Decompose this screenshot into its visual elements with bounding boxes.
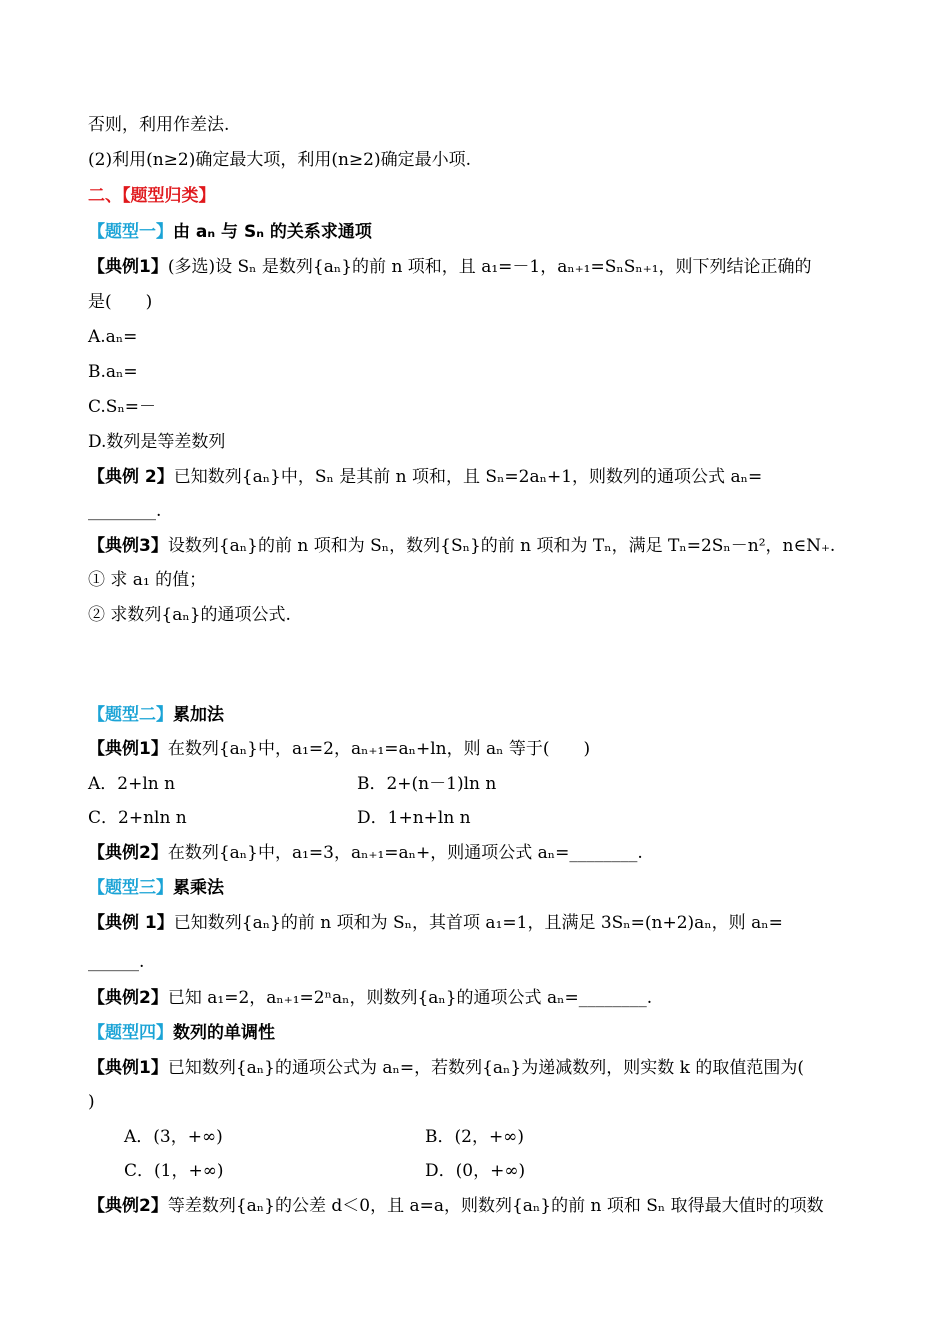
- type-label: 【题型一】: [88, 222, 173, 242]
- example-line: [88, 256, 812, 278]
- sub-question: ② 求数列{aₙ}的通项公式.: [88, 605, 291, 625]
- section-title: 【题型归类】: [122, 186, 216, 206]
- example-label: 【典例2】: [88, 1196, 168, 1216]
- type-title: 累加法: [173, 705, 224, 725]
- option: B．(2，+∞): [425, 1127, 524, 1147]
- example-label: 【典例1】: [88, 1058, 168, 1078]
- question-type-heading: [88, 704, 224, 726]
- question-type-heading: [88, 1022, 275, 1044]
- option: B.aₙ=: [88, 362, 138, 382]
- type-title: 数列的单调性: [173, 1023, 275, 1043]
- option: A．2+ln n: [88, 774, 176, 794]
- example-text: 已知数列{aₙ}的通项公式为 aₙ=，若数列{aₙ}为递减数列，则实数 k 的取值范围为(: [167, 1058, 804, 1078]
- example-line: [88, 842, 643, 864]
- example-text: 等差数列{aₙ}的公差 d＜0，且 a=a，则数列{aₙ}的前 n 项和 Sₙ 取得最大值时的项数: [167, 1196, 824, 1216]
- example-line: [88, 466, 762, 488]
- option: A．(3，+∞): [124, 1127, 223, 1147]
- example-line: [88, 1195, 824, 1217]
- example-text: 在数列{aₙ}中，a₁=2，aₙ₊₁=aₙ+ln，则 aₙ 等于( ): [167, 739, 591, 759]
- sub-question: ① 求 a₁ 的值；: [88, 570, 207, 590]
- answer-blank: ________.: [88, 501, 162, 521]
- option: C.Sₙ=－: [88, 397, 157, 417]
- option: C．(1，+∞): [124, 1161, 224, 1181]
- example-label: 【典例 2】: [88, 467, 174, 487]
- answer-blank: ______.: [88, 952, 145, 972]
- example-text: 在数列{aₙ}中，a₁=3，aₙ₊₁=aₙ+，则通项公式 aₙ=________.: [167, 843, 643, 863]
- example-line: [88, 535, 835, 557]
- question-type-heading: [88, 221, 372, 243]
- example-text: 已知数列{aₙ}的前 n 项和为 Sₙ，其首项 a₁=1，且满足 3Sₙ=(n+2)aₙ，则 aₙ=: [173, 913, 783, 933]
- example-line: [88, 738, 590, 760]
- option: D.数列是等差数列: [88, 432, 226, 452]
- option: B．2+(n－1)ln n: [357, 774, 497, 794]
- text-line: ): [88, 1092, 95, 1112]
- section-heading: [88, 185, 216, 207]
- example-line: [88, 1057, 804, 1079]
- example-label: 【典例2】: [88, 843, 168, 863]
- example-label: 【典例3】: [88, 536, 168, 556]
- option: D．(0，+∞): [425, 1161, 526, 1181]
- text-line: 否则，利用作差法.: [88, 115, 230, 135]
- example-line: [88, 912, 783, 934]
- option: C．2+nln n: [88, 808, 187, 828]
- question-type-heading: [88, 877, 224, 899]
- example-label: 【典例2】: [88, 988, 168, 1008]
- type-title: 由 aₙ 与 Sₙ 的关系求通项: [173, 222, 372, 242]
- text-line: 是( ): [88, 292, 153, 312]
- example-text: (多选)设 Sₙ 是数列{aₙ}的前 n 项和，且 a₁=－1，aₙ₊₁=SₙSₙ₊₁，则下列结论正确的: [167, 257, 812, 277]
- type-label: 【题型二】: [88, 705, 173, 725]
- section-number: 二、: [88, 186, 122, 206]
- example-text: 已知数列{aₙ}中，Sₙ 是其前 n 项和，且 Sₙ=2aₙ+1，则数列的通项公式 aₙ=: [173, 467, 763, 487]
- example-label: 【典例 1】: [88, 913, 174, 933]
- option: D．1+n+ln n: [357, 808, 471, 828]
- example-text: 设数列{aₙ}的前 n 项和为 Sₙ，数列{Sₙ}的前 n 项和为 Tₙ，满足 Tₙ=2Sₙ－n²，n∈N₊.: [167, 536, 836, 556]
- example-label: 【典例1】: [88, 739, 168, 759]
- example-label: 【典例1】: [88, 257, 168, 277]
- option: A.aₙ=: [88, 327, 138, 347]
- type-title: 累乘法: [173, 878, 224, 898]
- type-label: 【题型四】: [88, 1023, 173, 1043]
- type-label: 【题型三】: [88, 878, 173, 898]
- example-line: [88, 987, 652, 1009]
- text-line: (2)利用(n≥2)确定最大项，利用(n≥2)确定最小项.: [88, 150, 472, 170]
- example-text: 已知 a₁=2，aₙ₊₁=2ⁿaₙ，则数列{aₙ}的通项公式 aₙ=________.: [167, 988, 653, 1008]
